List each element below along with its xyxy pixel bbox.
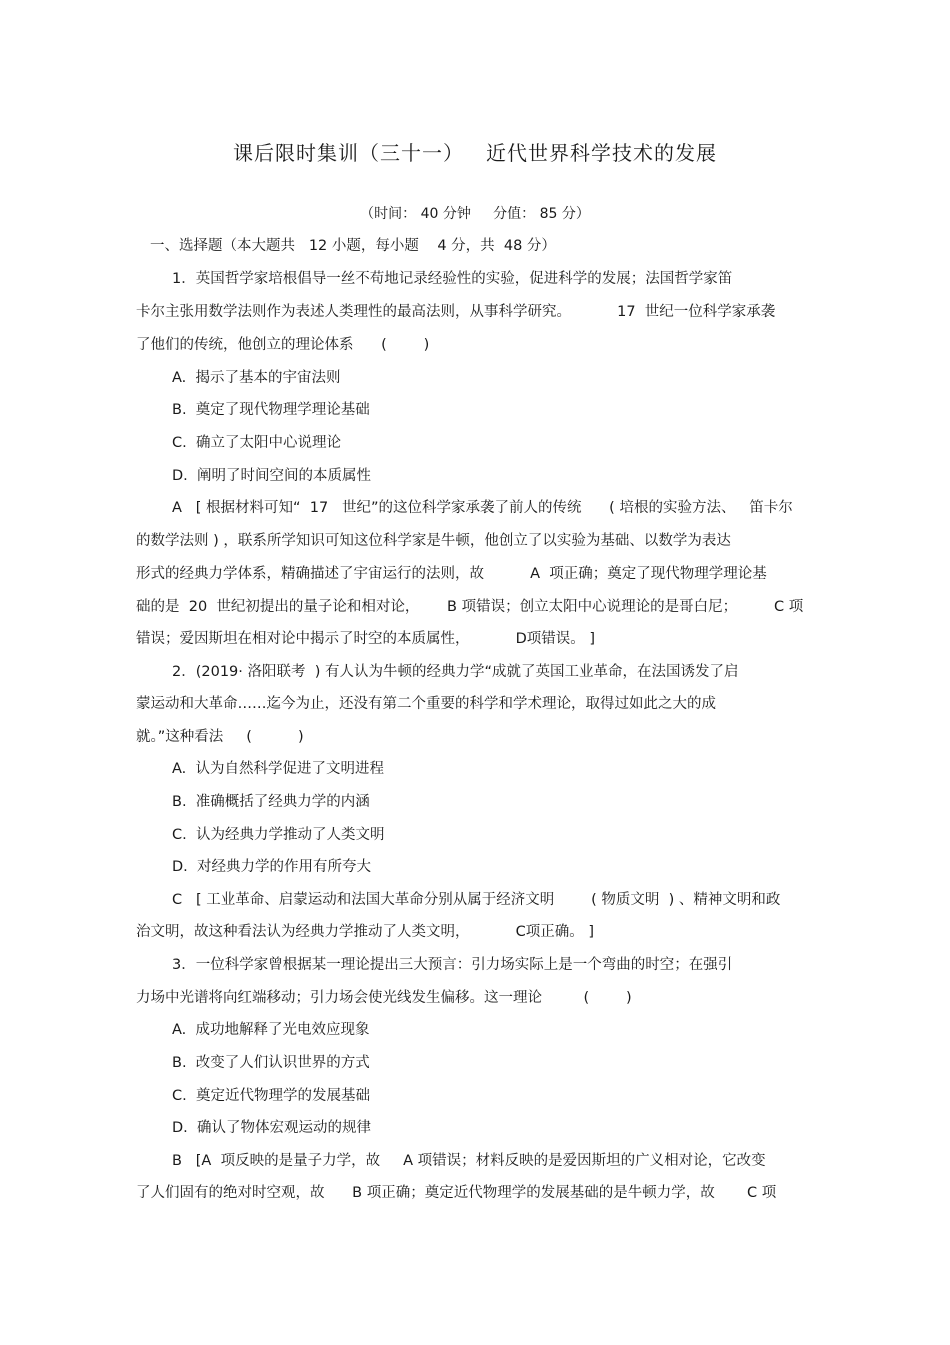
answer-1-line-2: 的数学法则 ) ，联系所学知识可知这位科学家是牛顿，他创立了以实验为基础、以数学为表达 <box>136 533 731 549</box>
answer-3-line-1: B [A 项反映的是量子力学，故 A 项错误；材料反映的是爱因斯坦的广义相对论，它改变 <box>172 1153 766 1169</box>
question-2-option-c: C. 认为经典力学推动了人类文明 <box>172 827 385 843</box>
question-3-line-2: 力场中光谱将向红端移动；引力场会使光线发生偏移。这一理论 ( ) <box>136 990 632 1006</box>
answer-1-line-1: A [ 根据材料可知“ 17 世纪”的这位科学家承袭了前人的传统 ( 培根的实验方法、 笛卡尔 <box>172 500 793 516</box>
question-1-option-b: B. 奠定了现代物理学理论基础 <box>172 402 370 418</box>
question-1-line-3: 了他们的传统，他创立的理论体系 ( ) <box>136 337 430 353</box>
question-2-line-1: 2．(2019· 洛阳联考 ) 有人认为牛顿的经典力学“成就了英国工业革命，在法国诱发了启 <box>172 664 739 680</box>
question-1-option-d: D. 阐明了时间空间的本质属性 <box>172 468 371 484</box>
question-3-option-a: A. 成功地解释了光电效应现象 <box>172 1022 370 1038</box>
question-2-line-2: 蒙运动和大革命……迄今为止，还没有第二个重要的科学和学术理论，取得过如此之大的成 <box>136 696 716 712</box>
answer-1-line-5: 错误；爱因斯坦在相对论中揭示了时空的本质属性， D项错误。 ] <box>136 631 596 647</box>
question-1-option-c: C. 确立了太阳中心说理论 <box>172 435 341 451</box>
section-heading: 一、选择题（本大题共 12 小题，每小题 4 分，共 48 分） <box>150 238 556 254</box>
question-3-option-d: D. 确认了物体宏观运动的规律 <box>172 1120 371 1136</box>
question-3-line-1: 3．一位科学家曾根据某一理论提出三大预言：引力场实际上是一个弯曲的时空；在强引 <box>172 957 733 973</box>
question-2-option-d: D. 对经典力学的作用有所夸大 <box>172 859 371 875</box>
question-1-line-2: 卡尔主张用数学法则作为表述人类理性的最高法则，从事科学研究。 17 世纪一位科学家承袭 <box>136 304 776 320</box>
answer-1-line-3: 形式的经典力学体系，精确描述了宇宙运行的法则，故 A 项正确；奠定了现代物理学理论基 <box>136 566 767 582</box>
question-2-option-a: A. 认为自然科学促进了文明进程 <box>172 761 384 777</box>
answer-2-line-2: 治文明，故这种看法认为经典力学推动了人类文明， C项正确。 ] <box>136 924 594 940</box>
question-3-option-c: C. 奠定近代物理学的发展基础 <box>172 1088 370 1104</box>
question-1-line-1: 1．英国哲学家培根倡导一丝不苟地记录经验性的实验，促进科学的发展；法国哲学家笛 <box>172 271 733 287</box>
exam-meta: （时间： 40 分钟 分值： 85 分） <box>360 206 590 222</box>
answer-2-line-1: C [ 工业革命、启蒙运动和法国大革命分别从属于经济文明 ( 物质文明 ) 、精神文明和政 <box>172 892 781 908</box>
question-1-option-a: A. 揭示了基本的宇宙法则 <box>172 370 341 386</box>
question-2-option-b: B. 准确概括了经典力学的内涵 <box>172 794 370 810</box>
question-2-line-3: 就。”这种看法 ( ) <box>136 729 304 745</box>
page-title: 课后限时集训（三十一） 近代世界科学技术的发展 <box>232 141 718 165</box>
question-3-option-b: B. 改变了人们认识世界的方式 <box>172 1055 370 1071</box>
answer-3-line-2: 了人们固有的绝对时空观，故 B 项正确；奠定近代物理学的发展基础的是牛顿力学，故 C 项 <box>136 1185 777 1201</box>
answer-1-line-4: 础的是 20 世纪初提出的量子论和相对论， B 项错误；创立太阳中心说理论的是哥白尼； C 项 <box>136 599 804 615</box>
